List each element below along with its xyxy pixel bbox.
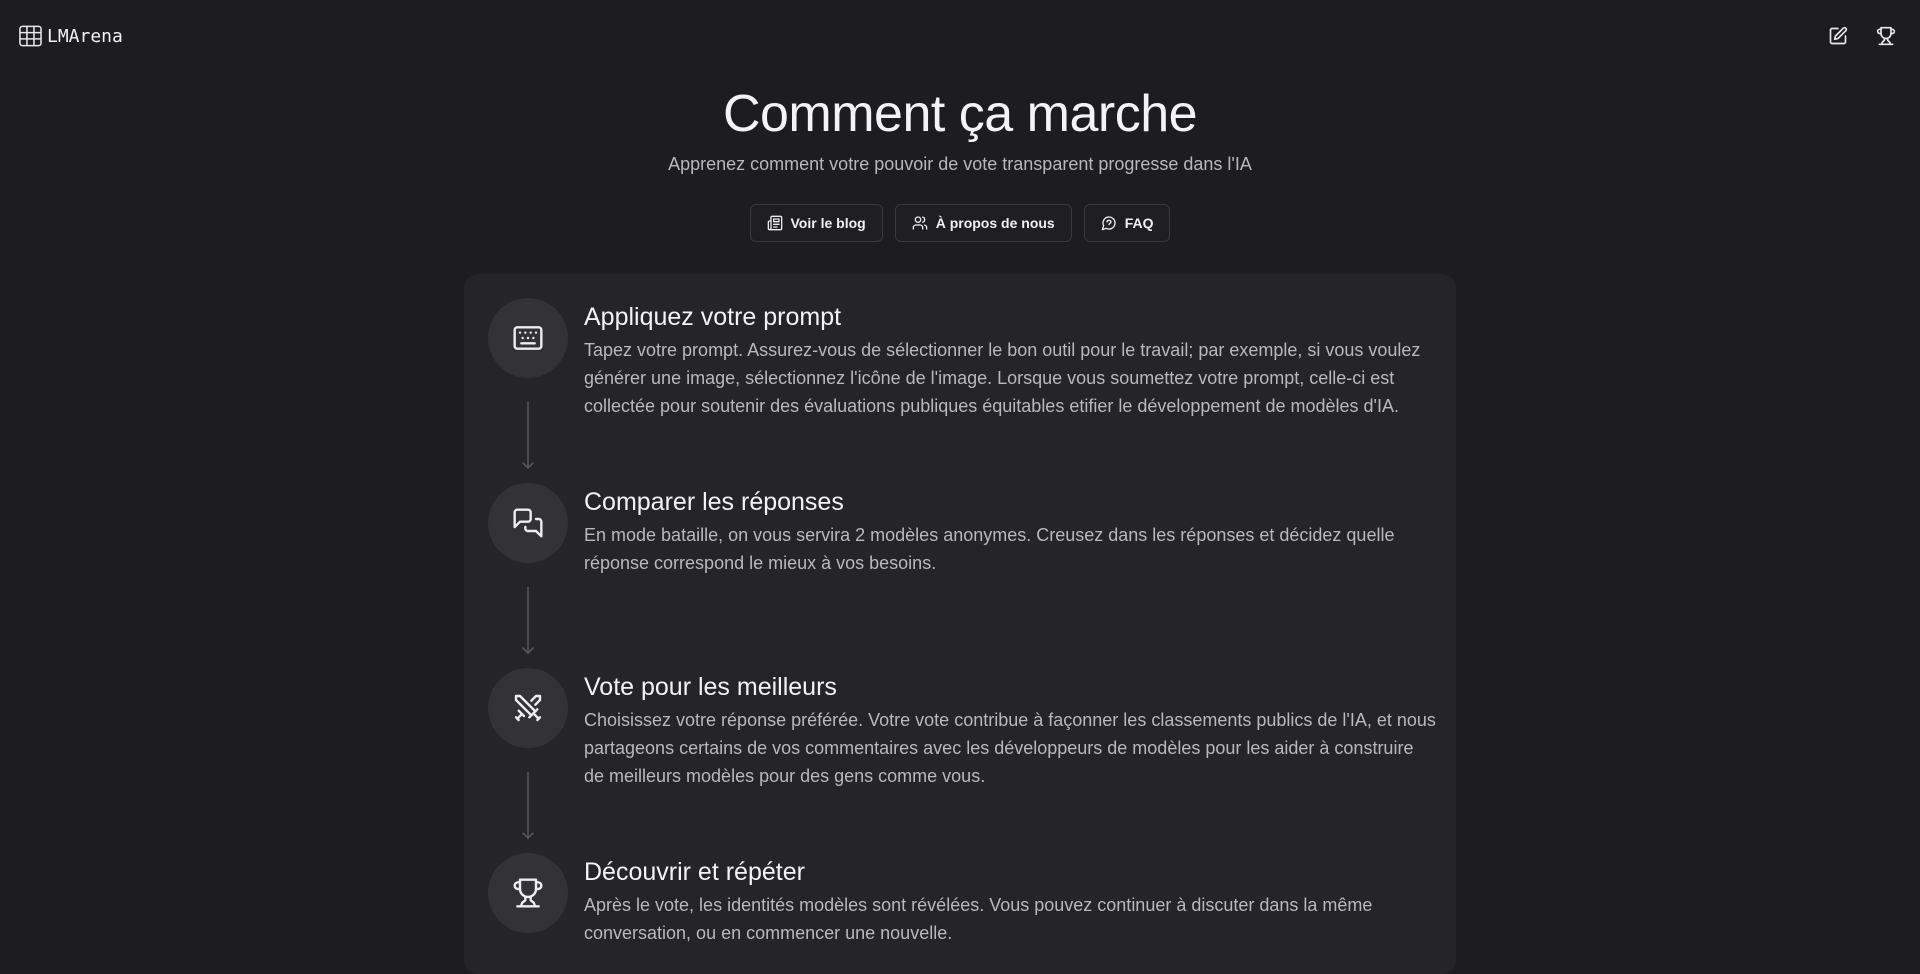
new-chat-button[interactable] bbox=[1826, 24, 1850, 48]
faq-button-label: FAQ bbox=[1124, 215, 1154, 231]
step-connector-arrow bbox=[527, 402, 529, 470]
users-icon bbox=[912, 215, 928, 231]
step-title: Appliquez votre prompt bbox=[584, 303, 842, 331]
trophy-icon bbox=[1876, 26, 1896, 46]
step-icon-circle bbox=[488, 298, 568, 378]
step-connector-arrow bbox=[527, 587, 529, 655]
step-icon-circle bbox=[488, 853, 568, 933]
step-description: Choisissez votre réponse préférée. Votre vote contribue à façonner les classements publics de l'IA, et nous partageons certains de vos commentaires avec les développeurs de modèles pour les aider à construire de meilleurs modèles pour des gens comme vous. bbox=[584, 710, 1436, 786]
grid-icon bbox=[19, 25, 42, 47]
page-title: Comment ça marche bbox=[722, 85, 1198, 143]
blog-button[interactable] bbox=[750, 204, 883, 242]
how-it-works-card bbox=[464, 274, 1456, 974]
hero bbox=[0, 82, 1920, 176]
about-button-label: À propos de nous bbox=[935, 215, 1055, 231]
message-circle-icon bbox=[1101, 215, 1117, 231]
newspaper-icon bbox=[767, 215, 783, 231]
step-icon-circle bbox=[488, 668, 568, 748]
brand-name: LMArena bbox=[47, 25, 123, 47]
header-actions bbox=[1826, 24, 1898, 48]
new-chat-icon bbox=[1828, 26, 1848, 46]
blog-button-label: Voir le blog bbox=[790, 215, 866, 231]
top-bar bbox=[0, 0, 1920, 72]
brand-logo[interactable] bbox=[19, 25, 123, 47]
crossed-swords-icon bbox=[512, 692, 544, 724]
step-icon-circle bbox=[488, 483, 568, 563]
faq-button[interactable] bbox=[1084, 204, 1171, 242]
step-description: En mode bataille, on vous servira 2 modèles anonymes. Creusez dans les réponses et décidez quelle réponse correspond le mieux à vos besoins. bbox=[584, 525, 1395, 573]
about-button[interactable] bbox=[895, 204, 1072, 242]
link-buttons bbox=[0, 204, 1920, 242]
keyboard-icon bbox=[512, 322, 544, 354]
step-title: Comparer les réponses bbox=[584, 488, 844, 516]
leaderboard-button[interactable] bbox=[1874, 24, 1898, 48]
step-description: Après le vote, les identités modèles sont révélées. Vous pouvez continuer à discuter dans la même conversation, ou en commencer une nouvelle. bbox=[584, 895, 1373, 943]
step-connector-arrow bbox=[527, 772, 529, 840]
step-title: Découvrir et répéter bbox=[584, 858, 805, 886]
step-description: Tapez votre prompt. Assurez-vous de sélectionner le bon outil pour le travail; par exemple, si vous voulez générer une image, sélectionnez l'icône de l'image. Lorsque vous soumettez votre prompt, celle-ci est collectée pour soutenir des évaluations publiques équitables etifier le développement de modèles d'IA. bbox=[584, 340, 1421, 416]
chat-bubbles-icon bbox=[512, 507, 544, 539]
trophy-icon bbox=[512, 877, 544, 909]
step-title: Vote pour les meilleurs bbox=[584, 673, 837, 701]
page-subtitle: Apprenez comment votre pouvoir de vote transparent progresse dans l'IA bbox=[668, 154, 1252, 174]
